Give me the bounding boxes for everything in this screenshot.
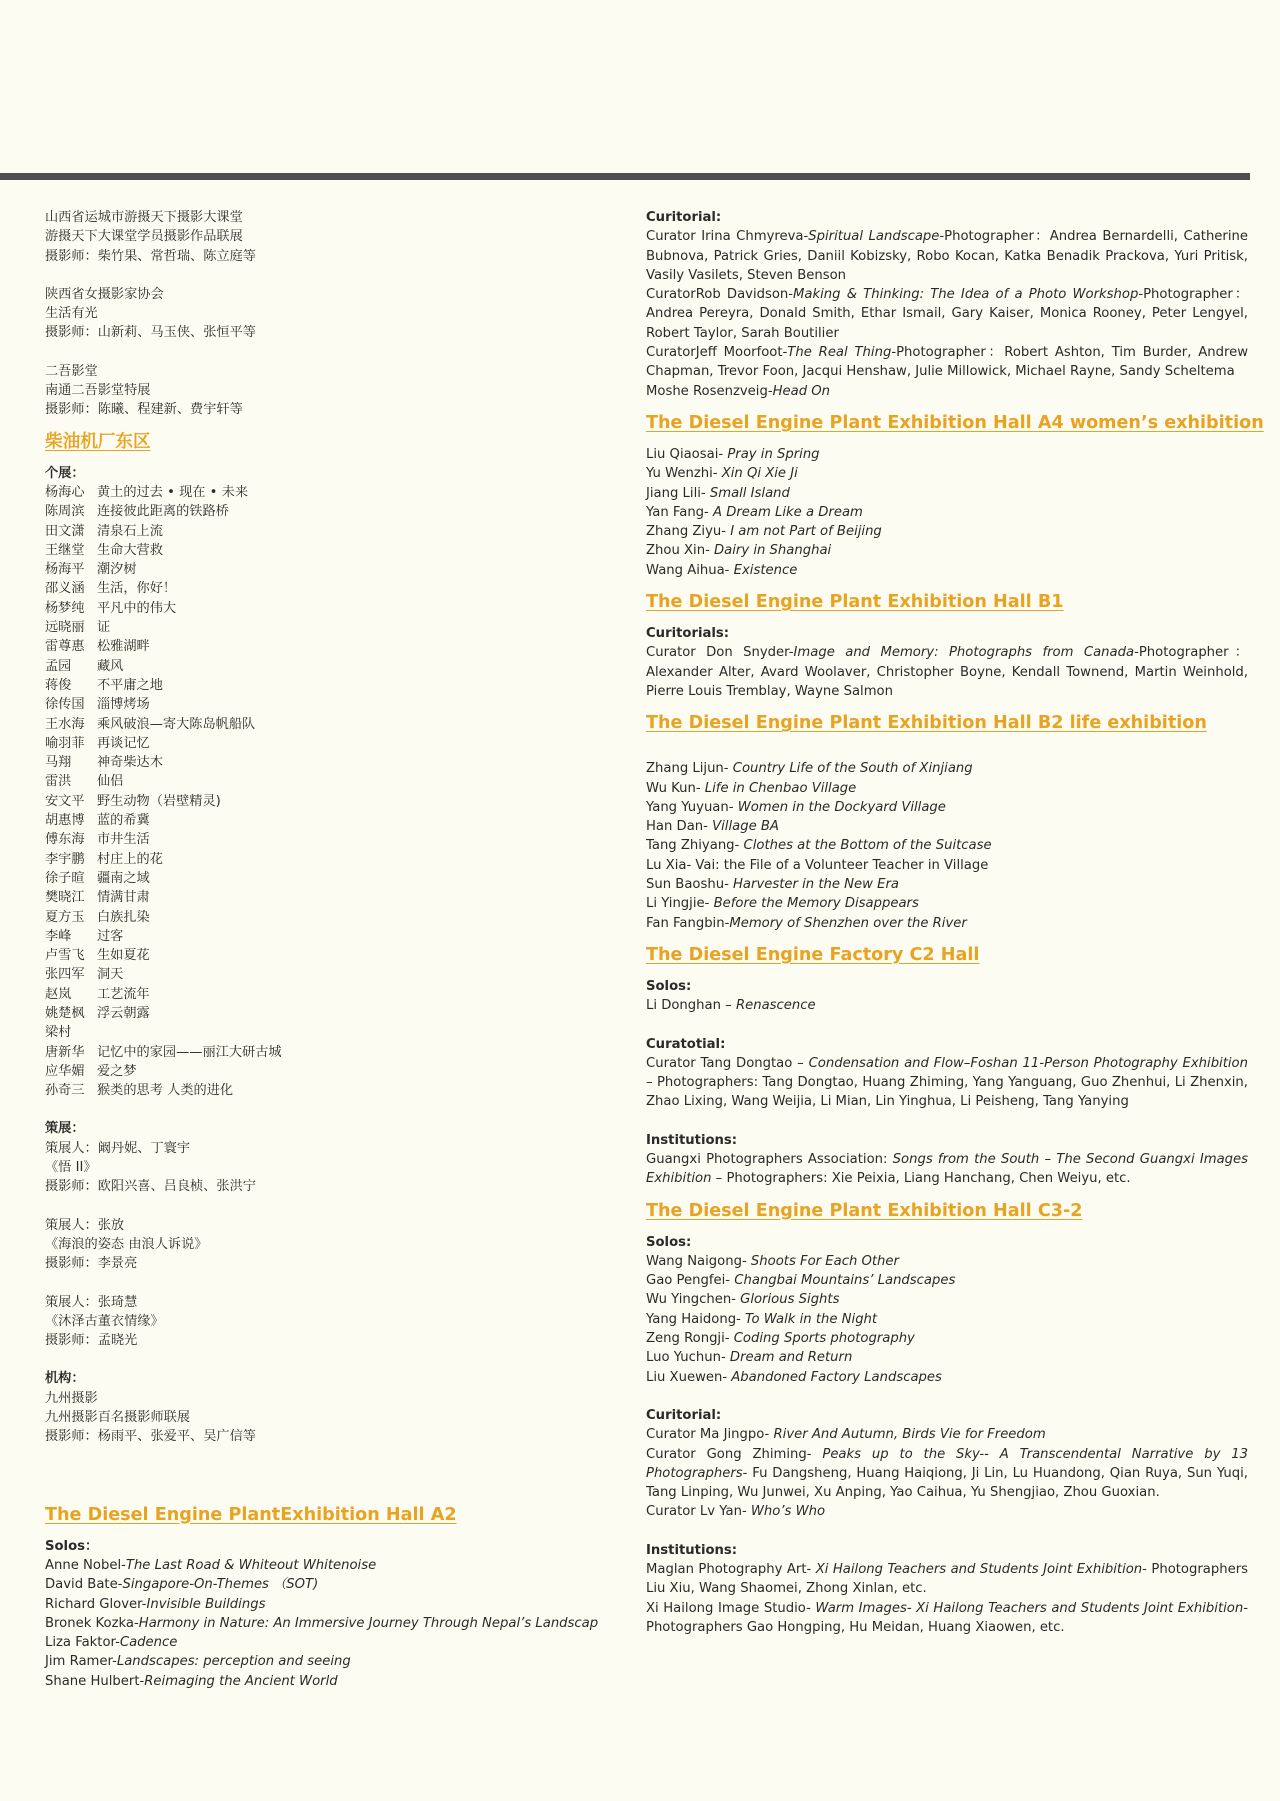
- artist-name: 梁村: [45, 1025, 72, 1041]
- work-title: 洞天: [97, 967, 124, 983]
- work-title: Singapore-On-Themes （SOT): [122, 1577, 319, 1593]
- exhibition-title: River And Autumn, Birds Vie for Freedom: [769, 1427, 1046, 1443]
- c2-solo-title: Renascence: [735, 998, 816, 1014]
- c32-curitorial-entry: [646, 1502, 1248, 1521]
- work-title: Coding Sports photography: [729, 1331, 915, 1347]
- artist-name: 姚楚枫: [45, 1005, 85, 1021]
- solo-row: [45, 985, 635, 1004]
- work-title: 再谈记忆: [97, 735, 150, 751]
- c32-solo-row: [646, 1252, 1248, 1271]
- solo-row: [45, 1062, 635, 1081]
- exhibition-title: Making & Thinking: The Idea of a Photo Workshop: [793, 287, 1139, 303]
- work-title: 藏风: [97, 658, 124, 674]
- institution-line: 九州摄影: [45, 1390, 98, 1406]
- c32-institution-label: Institutions:: [646, 1542, 738, 1558]
- b1-title: Image and Memory: Photographs from Canada: [793, 645, 1135, 661]
- work-title: Harvester in the New Era: [728, 877, 899, 893]
- hall-a4-heading: The Diesel Engine Plant Exhibition Hall A4 women’s exhibition: [646, 412, 1264, 433]
- artist-name: 应华媚: [45, 1063, 85, 1079]
- artist-name: 卢雪飞: [45, 948, 85, 964]
- work-title: 记忆中的家园——丽江大研古城: [97, 1044, 282, 1060]
- b1-pre: Curator Don Snyder-: [646, 645, 794, 661]
- a4-row: [646, 522, 1248, 541]
- artist-name: Liu Qiaosai-: [646, 446, 724, 462]
- solo-row: [45, 927, 635, 946]
- c2-inst-title: Songs from the South – The Second Guangxi Images Exhibition: [646, 1151, 1249, 1187]
- curation-line: 策展人：阚丹妮、丁寰宇: [45, 1140, 191, 1156]
- work-title: 乘风破浪—寄大陈岛帆船队: [97, 716, 256, 732]
- c32-solo-row: [646, 1368, 1248, 1387]
- a2-solo-row: [45, 1633, 635, 1652]
- solo-row: [45, 965, 635, 984]
- work-title: 黄土的过去 • 现在 • 未来: [97, 484, 249, 500]
- institution-block: [45, 1389, 635, 1447]
- a2-solo-row: [45, 1595, 635, 1614]
- c2-curatorial-label: Curatotial:: [646, 1036, 726, 1052]
- b2-list: [646, 759, 1248, 933]
- solo-row: [45, 1081, 635, 1100]
- artist-name: 雷洪: [45, 774, 72, 790]
- work-title: Existence: [729, 562, 798, 578]
- a2-solo-row: [45, 1556, 635, 1575]
- b2-row: [646, 914, 1248, 933]
- b2-row: [646, 875, 1248, 894]
- artist-name: 远晓丽: [45, 620, 85, 636]
- work-title: 村庄上的花: [97, 851, 163, 867]
- curation-line: 《海浪的姿态 由浪人诉说》: [45, 1236, 208, 1252]
- photographers: - Fu Dangsheng, Huang Haiqiong, Ji Lin, Lu Huandong, Qian Ruya, Sun Yuqi, Tang Linping, Wu Junwei, Xu Anping, Yao Caihua, Yu Shengjiao, Zhou Guoxian.: [646, 1465, 1248, 1501]
- a4-row: [646, 503, 1248, 522]
- work-title: 平凡中的伟大: [97, 600, 177, 616]
- work-title: 野生动物（岩壁精灵): [97, 793, 221, 809]
- curator-name: Maglan Photography Art-: [646, 1562, 812, 1578]
- a4-list: [646, 445, 1248, 580]
- artist-name: 徐子暄: [45, 870, 85, 886]
- c32-solo-row: [646, 1348, 1248, 1367]
- artist-name: Lu Xia- Vai: the File of a Volunteer Teacher in Village: [646, 857, 989, 873]
- work-title: Dairy in Shanghai: [709, 543, 832, 559]
- work-title: 猴类的思考 人类的进化: [97, 1083, 234, 1099]
- artist-name: 赵岚: [45, 986, 72, 1002]
- work-title: Shoots For Each Other: [746, 1253, 899, 1269]
- photographers: -Photographer：Andrea Pereyra, Donald Smith, Ethar Ismail, Gary Kaiser, Monica Rooney, Peter Lengyel, Robert Taylor, Sarah Boutilier: [646, 287, 1249, 341]
- exhibition-title: The Real Thing: [787, 345, 892, 361]
- work-title: 蓝的希冀: [97, 813, 150, 829]
- artist-name: Wang Naigong-: [646, 1253, 747, 1269]
- b2-row: [646, 894, 1248, 913]
- solo-row: [45, 734, 635, 753]
- curitorial-label: Curitorial:: [646, 210, 722, 225]
- c32-solo-row: [646, 1310, 1248, 1329]
- curitorial-entry: [646, 227, 1248, 285]
- institution-line: 摄影师：杨雨平、张爱平、吴广信等: [45, 1429, 256, 1445]
- work-title: Pray in Spring: [723, 446, 820, 462]
- c32-curitorial-list: [646, 1425, 1248, 1521]
- a2-solo-row: [45, 1672, 635, 1691]
- artist-name: Liza Faktor-: [45, 1635, 120, 1651]
- artist-name: Tang Zhiyang-: [646, 838, 740, 854]
- work-title: Women in the Dockyard Village: [733, 799, 946, 815]
- artist-name: Liu Xuewen-: [646, 1369, 728, 1385]
- artist-name: Richard Glover-: [45, 1596, 147, 1612]
- solo-row: [45, 541, 635, 560]
- curation-line: 《悟 II》: [45, 1160, 97, 1176]
- artist-name: Yang Haidong-: [646, 1311, 741, 1327]
- group-line: 山西省运城市游摄天下摄影大课堂: [45, 210, 243, 225]
- work-title: Glorious Sights: [735, 1292, 840, 1308]
- c2-cur-pre: Curator Tang Dongtao –: [646, 1055, 809, 1071]
- work-title: Xin Qi Xie Ji: [717, 466, 798, 482]
- work-title: 疆南之域: [97, 870, 150, 886]
- curitorial-entry: [646, 343, 1248, 382]
- group-line: 摄影师：陈曦、程建新、费宇轩等: [45, 402, 243, 418]
- artist-name: 杨海平: [45, 562, 85, 578]
- artist-name: Yan Fang-: [646, 504, 709, 520]
- curation-label: 策展：: [45, 1121, 85, 1137]
- c2-solo-name: Li Donghan –: [646, 998, 736, 1014]
- artist-name: 陈周滨: [45, 504, 85, 520]
- work-title: Village BA: [707, 819, 779, 835]
- artist-name: 马翔: [45, 755, 72, 771]
- artist-name: 王水海: [45, 716, 85, 732]
- work-title: 过客: [97, 928, 124, 944]
- exhibition-title: Head On: [772, 383, 831, 399]
- right-column: [646, 208, 1264, 1637]
- a4-row: [646, 484, 1248, 503]
- work-title: 证: [97, 620, 111, 636]
- work-title: 市井生活: [97, 832, 150, 848]
- b1-post: -Photographer：Alexander Alter, Avard Woolaver, Christopher Boyne, Kendall Townend, Martin Weinhold, Pierre Louis Tremblay, Wayne Salmon: [646, 645, 1248, 699]
- work-title: 爱之梦: [97, 1063, 137, 1079]
- work-title: Changbai Mountains’ Landscapes: [730, 1273, 956, 1289]
- c2-inst-post: – Photographers: Xie Peixia, Liang Hanchang, Chen Weiyu, etc.: [711, 1171, 1131, 1187]
- c2-solo-label: Solos:: [646, 978, 692, 994]
- work-title: Dream and Return: [725, 1350, 853, 1366]
- work-title: 潮汐树: [97, 562, 137, 578]
- solo-row: [45, 618, 635, 637]
- curation-line: 摄影师：欧阳兴喜、吕良桢、张洪宁: [45, 1179, 256, 1195]
- b2-row: [646, 798, 1248, 817]
- artist-name: Zeng Rongji-: [646, 1331, 730, 1347]
- work-title: 生活，你好！: [97, 581, 177, 597]
- curation-list: [45, 1139, 635, 1351]
- curator-name: Xi Hailong Image Studio-: [646, 1600, 811, 1616]
- c32-institution-entry: [646, 1599, 1248, 1638]
- hall-b1-heading: The Diesel Engine Plant Exhibition Hall B1: [646, 592, 1064, 613]
- c2-institution-label: Institutions:: [646, 1132, 738, 1148]
- solo-row: [45, 830, 635, 849]
- artist-name: Zhang Lijun-: [646, 761, 729, 777]
- c32-solo-row: [646, 1271, 1248, 1290]
- work-title: Small Island: [705, 485, 790, 501]
- curator-name: Curator Gong Zhiming-: [646, 1446, 812, 1462]
- group-line: 陕西省女摄影家协会: [45, 286, 164, 302]
- artist-name: 唐新华: [45, 1044, 85, 1060]
- hall-c2-heading: The Diesel Engine Factory C2 Hall: [646, 944, 980, 965]
- c2-cur-post: – Photographers: Tang Dongtao, Huang Zhiming, Yang Yanguang, Guo Zhenhui, Li Zhenxin, Zhao Lixing, Wang Weijia, Li Mian, Lin Yinghua, Li Peisheng, Tang Yanying: [646, 1075, 1248, 1110]
- artist-name: Shane Hulbert-: [45, 1673, 145, 1689]
- exhibition-title: Xi Hailong Teachers and Students Joint Exhibition: [811, 1562, 1143, 1578]
- photographers: -Photographer：Robert Ashton, Tim Burder, Andrew Chapman, Trevor Foon, Jacqui Henshaw, Julie Millowick, Michael Rayne, Sandy Scheltema: [646, 345, 1248, 380]
- artist-name: 邵义涵: [45, 581, 85, 597]
- work-title: 浮云朝露: [97, 1005, 150, 1021]
- work-title: 清泉石上流: [97, 523, 163, 539]
- solo-row: [45, 676, 635, 695]
- artist-name: Luo Yuchun-: [646, 1350, 726, 1366]
- artist-name: Yu Wenzhi-: [646, 466, 718, 482]
- c2-solo-entry: [646, 996, 1248, 1015]
- artist-name: Wang Aihua-: [646, 562, 730, 578]
- artist-name: Bronek Kozka-: [45, 1615, 139, 1631]
- curation-line: 策展人：张琦慧: [45, 1294, 138, 1310]
- group-line: 游摄天下大课堂学员摄影作品联展: [45, 229, 243, 245]
- photographers: -Photographer：Andrea Bernardelli, Catherine Bubnova, Patrick Gries, Daniil Kobizsky, Robo Kocan, Katka Benadik Prackova, Yuri Pritisk, Vasily Vasilets, Steven Benson: [646, 229, 1248, 283]
- a4-row: [646, 464, 1248, 483]
- a2-solo-label: Solos：: [45, 1538, 99, 1554]
- curation-line: 《沐泽古董衣情缘》: [45, 1313, 164, 1329]
- solo-row: [45, 888, 635, 907]
- work-title: Clothes at the Bottom of the Suitcase: [739, 838, 992, 854]
- c32-solo-label: Solos:: [646, 1234, 692, 1250]
- group-line: 摄影师：柴竹果、常哲瑞、陈立庭等: [45, 248, 256, 264]
- work-title: Cadence: [119, 1635, 178, 1651]
- spacer: [45, 1274, 635, 1293]
- artist-name: Gao Pengfei-: [646, 1273, 731, 1289]
- exhibition-title: Peaks up to the Sky-- A Transcendental Narrative by 13 Photographers: [646, 1446, 1249, 1481]
- c32-institution-list: [646, 1560, 1248, 1637]
- artist-name: 徐传国: [45, 697, 85, 713]
- artist-name: 李宇鹏: [45, 851, 85, 867]
- b2-row: [646, 817, 1248, 836]
- spacer: [45, 266, 635, 285]
- work-title: 工艺流年: [97, 986, 150, 1002]
- artist-name: 雷尊惠: [45, 639, 85, 655]
- work-title: Landscapes: perception and seeing: [116, 1654, 351, 1670]
- institution-line: 九州摄影百名摄影师联展: [45, 1410, 191, 1426]
- spacer: [45, 343, 635, 362]
- work-title: 连接彼此距离的铁路桥: [97, 504, 229, 520]
- exhibition-title: Warm Images- Xi Hailong Teachers and Students Joint Exhibition: [810, 1600, 1244, 1616]
- a4-row: [646, 445, 1248, 464]
- a2-solo-row: [45, 1614, 635, 1633]
- solo-row: [45, 908, 635, 927]
- solo-row: [45, 811, 635, 830]
- solo-row: [45, 522, 635, 541]
- curation-line: 摄影师：孟晓光: [45, 1333, 138, 1349]
- a2-solo-row: [45, 1575, 635, 1594]
- exhibition-title: Spiritual Landscape: [808, 229, 940, 245]
- curator-name: Moshe Rosenzveig-: [646, 383, 773, 399]
- curitorial-entry: [646, 285, 1248, 343]
- b1-entry: [646, 643, 1248, 701]
- work-title: The Last Road & Whiteout Whitenoise: [125, 1557, 377, 1573]
- work-title: To Walk in the Night: [740, 1311, 878, 1327]
- curator-name: CuratorJeff Moorfoot-: [646, 345, 788, 361]
- work-title: Memory of Shenzhen over the River: [729, 915, 967, 931]
- work-title: 情满甘肃: [97, 890, 150, 906]
- solo-row: [45, 753, 635, 772]
- work-title: A Dream Like a Dream: [708, 504, 863, 520]
- artist-name: Jiang Lili-: [646, 485, 706, 501]
- c2-institution-entry: [646, 1150, 1248, 1189]
- solo-row: [45, 946, 635, 965]
- artist-name: 李峰: [45, 928, 72, 944]
- artist-name: Yang Yuyuan-: [646, 799, 734, 815]
- artist-name: 夏方玉: [45, 909, 85, 925]
- group-line: 二吾影堂: [45, 363, 98, 379]
- artist-name: Wu Kun-: [646, 780, 701, 796]
- c32-institution-entry: [646, 1560, 1248, 1599]
- b2-row: [646, 856, 1248, 875]
- c32-solo-list: [646, 1252, 1248, 1387]
- solo-row: [45, 869, 635, 888]
- curation-line: 摄影师：李景亮: [45, 1256, 138, 1272]
- artist-name: 孟园: [45, 658, 72, 674]
- a4-row: [646, 541, 1248, 560]
- c32-curitorial-entry: [646, 1425, 1248, 1444]
- work-title: Before the Memory Disappears: [709, 896, 919, 912]
- artist-name: 杨梦纯: [45, 600, 85, 616]
- solo-label: 个展：: [45, 465, 85, 481]
- artist-name: Jim Ramer-: [45, 1654, 117, 1670]
- artist-name: 孙奇三: [45, 1083, 85, 1099]
- c32-solo-row: [646, 1329, 1248, 1348]
- organization-groups: [45, 208, 635, 420]
- artist-name: 蒋俊: [45, 677, 72, 693]
- a2-solo-list: [45, 1556, 635, 1691]
- work-title: Harmony in Nature: An Immersive Journey Through Nepal’s Landscap: [138, 1615, 599, 1631]
- artist-name: David Bate-: [45, 1577, 123, 1593]
- work-title: 神奇柴达木: [97, 755, 163, 771]
- solo-row: [45, 599, 635, 618]
- institution-label: 机构：: [45, 1371, 85, 1387]
- artist-name: 胡惠博: [45, 813, 85, 829]
- artist-name: 张四军: [45, 967, 85, 983]
- c2-cur-title: Condensation and Flow–Foshan 11-Person Photography Exhibition: [808, 1055, 1248, 1071]
- hall-b2-heading: The Diesel Engine Plant Exhibition Hall B2 life exhibition: [646, 713, 1207, 734]
- b2-row: [646, 759, 1248, 778]
- artist-name: Wu Yingchen-: [646, 1292, 736, 1308]
- artist-name: Li Yingjie-: [646, 896, 710, 912]
- hall-a2-heading: The Diesel Engine PlantExhibition Hall A2: [45, 1504, 457, 1525]
- artist-name: 傅东海: [45, 832, 85, 848]
- work-title: 松雅湖畔: [97, 639, 150, 655]
- artist-name: 王继堂: [45, 542, 85, 558]
- artist-name: 樊晓江: [45, 890, 85, 906]
- solo-row: [45, 1023, 635, 1042]
- c32-curitorial-label: Curitorial:: [646, 1407, 722, 1423]
- curation-line: 策展人：张放: [45, 1217, 125, 1233]
- curitorial-list: [646, 227, 1248, 401]
- solo-row: [45, 560, 635, 579]
- solo-row: [45, 695, 635, 714]
- solo-row: [45, 772, 635, 791]
- work-title: 淄博烤场: [97, 697, 150, 713]
- b1-label: Curitorials:: [646, 626, 730, 642]
- solo-row: [45, 850, 635, 869]
- work-title: 白族扎染: [97, 909, 150, 925]
- solo-list: [45, 483, 635, 1101]
- hall-c3-2-heading: The Diesel Engine Plant Exhibition Hall C3-2: [646, 1200, 1083, 1221]
- exhibition-title: Who’s Who: [746, 1504, 826, 1520]
- work-title: 不平庸之地: [97, 677, 163, 693]
- solo-row: [45, 715, 635, 734]
- artist-name: 杨海心: [45, 484, 85, 500]
- artist-name: Zhou Xin-: [646, 543, 710, 559]
- c32-curitorial-entry: [646, 1445, 1248, 1503]
- curator-name: Curator Lv Yan-: [646, 1504, 747, 1520]
- a2-solo-row: [45, 1652, 635, 1671]
- solo-row: [45, 579, 635, 598]
- artist-name: Anne Nobel-: [45, 1557, 126, 1573]
- artist-name: Han Dan-: [646, 819, 708, 835]
- solo-row: [45, 657, 635, 676]
- solo-row: [45, 637, 635, 656]
- artist-name: 喻羽菲: [45, 735, 85, 751]
- curator-name: Curator Irina Chmyreva-: [646, 229, 809, 245]
- b2-row: [646, 779, 1248, 798]
- c2-inst-pre: Guangxi Photographers Association:: [646, 1151, 893, 1167]
- work-title: 仙侣: [97, 774, 124, 790]
- solo-row: [45, 1043, 635, 1062]
- solo-row: [45, 483, 635, 502]
- solo-row: [45, 502, 635, 521]
- work-title: 生如夏花: [97, 948, 150, 964]
- work-title: Country Life of the South of Xinjiang: [728, 761, 973, 777]
- curator-name: CuratorRob Davidson-: [646, 287, 794, 303]
- curator-name: Curator Ma Jingpo-: [646, 1427, 770, 1443]
- curitorial-entry: [646, 382, 1248, 401]
- group-line: 摄影师：山新莉、马玉侠、张恒平等: [45, 325, 256, 341]
- group-line: 南通二吾影堂特展: [45, 383, 151, 399]
- solo-row: [45, 792, 635, 811]
- work-title: I am not Part of Beijing: [726, 524, 882, 540]
- artist-name: 安文平: [45, 793, 85, 809]
- artist-name: Zhang Ziyu-: [646, 524, 727, 540]
- top-divider-bar: [0, 173, 1250, 180]
- artist-name: 田文潇: [45, 523, 85, 539]
- spacer: [45, 1197, 635, 1216]
- group-line: 生活有光: [45, 306, 98, 322]
- photographers: - Photographers Liu Xiu, Wang Shaomei, Zhong Xinlan, etc.: [646, 1562, 1249, 1597]
- c32-solo-row: [646, 1290, 1248, 1309]
- artist-name: Sun Baoshu-: [646, 877, 729, 893]
- b2-row: [646, 836, 1248, 855]
- left-column: [45, 208, 635, 1691]
- a4-row: [646, 561, 1248, 580]
- artist-name: Fan Fangbin-: [646, 915, 730, 931]
- work-title: 生命大营救: [97, 542, 163, 558]
- solo-row: [45, 1004, 635, 1023]
- zone-heading: 柴油机厂东区: [45, 431, 151, 452]
- work-title: Life in Chenbao Village: [700, 780, 857, 796]
- work-title: Invisible Buildings: [146, 1596, 266, 1612]
- c2-curatorial-entry: [646, 1054, 1248, 1112]
- photographers: - Photographers Gao Hongping, Hu Meidan, Huang Xiaowen, etc.: [646, 1600, 1248, 1635]
- work-title: Reimaging the Ancient World: [144, 1673, 338, 1689]
- work-title: Abandoned Factory Landscapes: [727, 1369, 942, 1385]
